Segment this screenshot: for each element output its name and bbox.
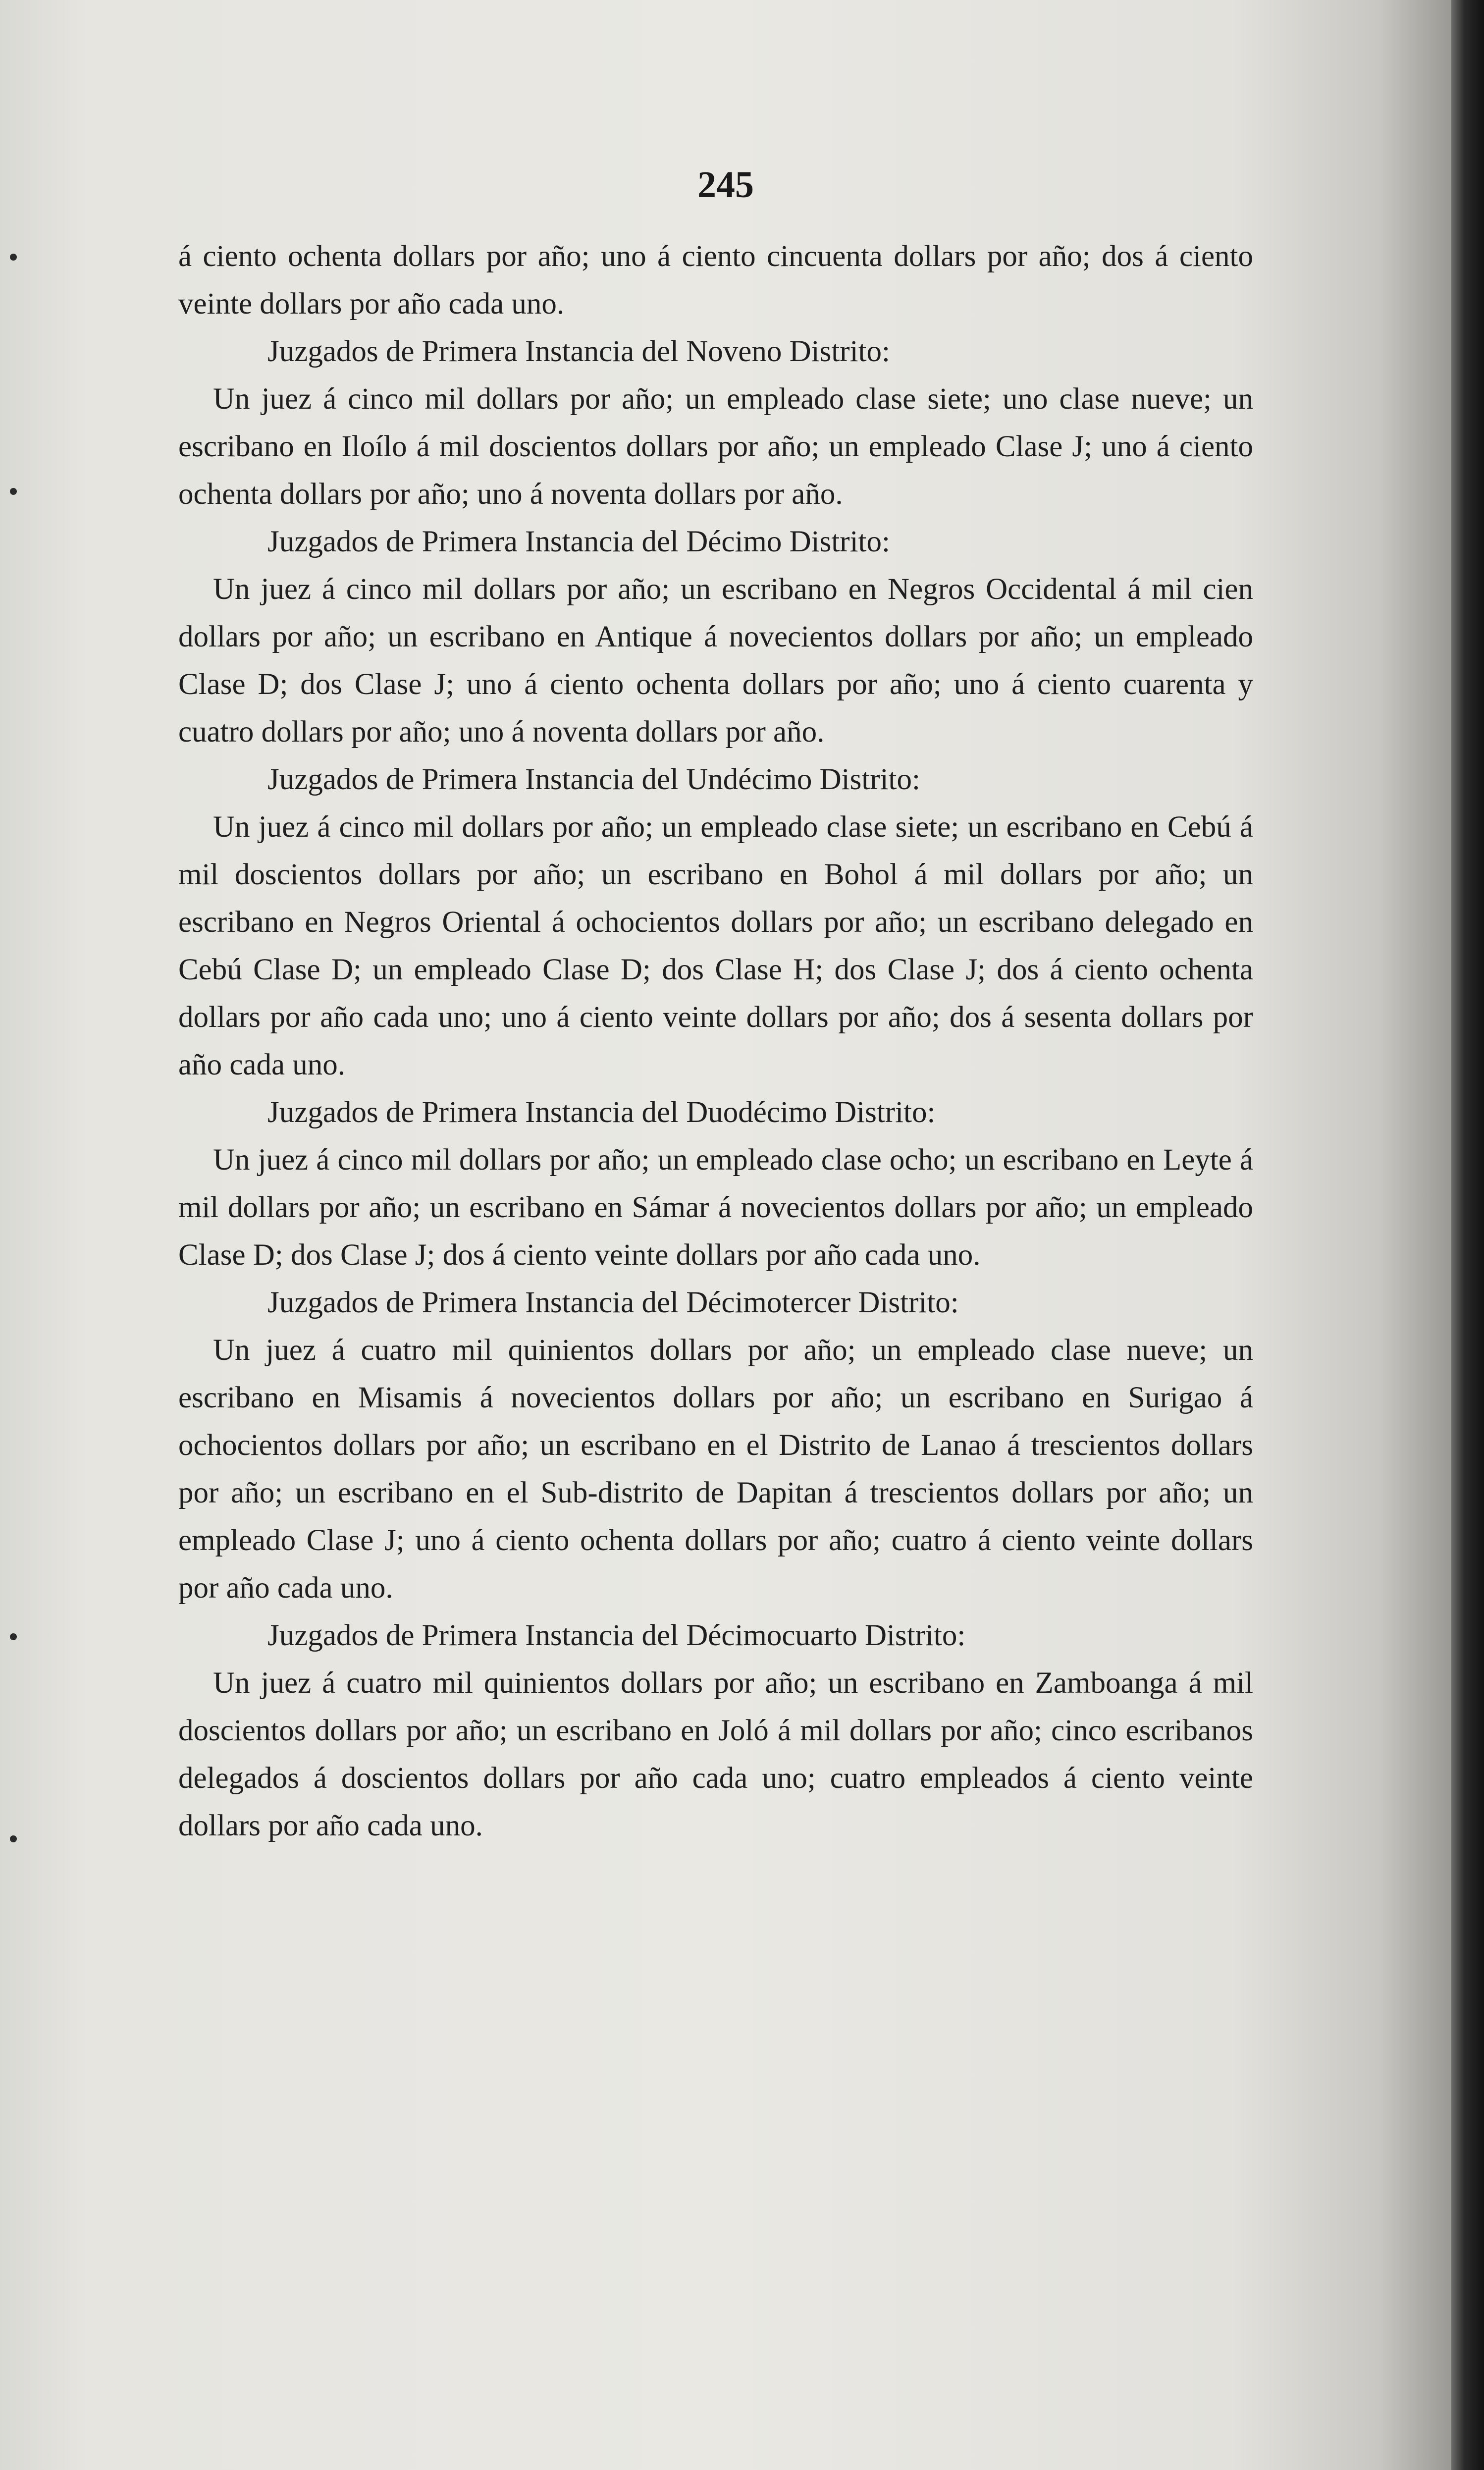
heading-undecimo-distrito: Juzgados de Primera Instancia del Undécimo Distrito: <box>267 763 920 796</box>
page-body <box>178 233 1253 1850</box>
paragraph-decimotercer-distrito: Un juez á cuatro mil quinientos dollars por año; un empleado clase nueve; un escribano en Misamis á novecientos dollars por año; un escribano en Surigao á ochocientos dollars por año; un escribano en el Distrito de Lanao á trescientos dollars por año; un escribano en el Sub-distrito de Dapitan á trescientos dollars por año; un empleado Clase J; uno á ciento ochenta dollars por año; cuatro á ciento veinte dollars por año cada uno. <box>178 1334 1253 1605</box>
heading-duodecimo-distrito: Juzgados de Primera Instancia del Duodécimo Distrito: <box>267 1096 936 1129</box>
margin-speck <box>10 254 17 261</box>
paragraph-decimocuarto-distrito: Un juez á cuatro mil quinientos dollars por año; un escribano en Zamboanga á mil doscientos dollars por año; un escribano en Joló á mil dollars por año; cinco escribanos delegados á doscientos dollars por año cada uno; cuatro empleados á ciento veinte dollars por año cada uno. <box>178 1666 1253 1842</box>
book-spine-shadow <box>1451 0 1484 2470</box>
page-number: 245 <box>697 164 754 206</box>
paragraph-decimo-distrito: Un juez á cinco mil dollars por año; un escribano en Negros Occidental á mil cien dollars por año; un escribano en Antique á novecientos dollars por año; un empleado Clase D; dos Clase J; uno á ciento ochenta dollars por año; uno á ciento cuarenta y cuatro dollars por año; uno á noventa dollars por año. <box>178 573 1253 749</box>
paragraph-noveno-distrito: Un juez á cinco mil dollars por año; un empleado clase siete; uno clase nueve; un escribano en Iloílo á mil doscientos dollars por año; un empleado Clase J; uno á ciento ochenta dollars por año; uno á noventa dollars por año. <box>178 382 1253 511</box>
heading-decimotercer-distrito: Juzgados de Primera Instancia del Décimotercer Distrito: <box>267 1286 959 1319</box>
paragraph-continuation: á ciento ochenta dollars por año; uno á ciento cincuenta dollars por año; dos á ciento veinte dollars por año cada uno. <box>178 240 1253 321</box>
paragraph-undecimo-distrito: Un juez á cinco mil dollars por año; un empleado clase siete; un escribano en Cebú á mil doscientos dollars por año; un escribano en Bohol á mil dollars por año; un escribano en Negros Oriental á ochocientos dollars por año; un escribano delegado en Cebú Clase D; un empleado Clase D; dos Clase H; dos Clase J; dos á ciento ochenta dollars por año cada uno; uno á ciento veinte dollars por año; dos á sesenta dollars por año cada uno. <box>178 810 1253 1081</box>
heading-noveno-distrito: Juzgados de Primera Instancia del Noveno Distrito: <box>267 335 890 368</box>
margin-speck <box>10 1835 17 1842</box>
margin-speck <box>10 1633 17 1640</box>
heading-decimo-distrito: Juzgados de Primera Instancia del Décimo Distrito: <box>267 525 890 558</box>
paragraph-duodecimo-distrito: Un juez á cinco mil dollars por año; un empleado clase ocho; un escribano en Leyte á mil dollars por año; un escribano en Sámar á novecientos dollars por año; un empleado Clase D; dos Clase J; dos á ciento veinte dollars por año cada uno. <box>178 1143 1253 1272</box>
heading-decimocuarto-distrito: Juzgados de Primera Instancia del Décimocuarto Distrito: <box>267 1619 966 1652</box>
margin-speck <box>10 488 17 495</box>
